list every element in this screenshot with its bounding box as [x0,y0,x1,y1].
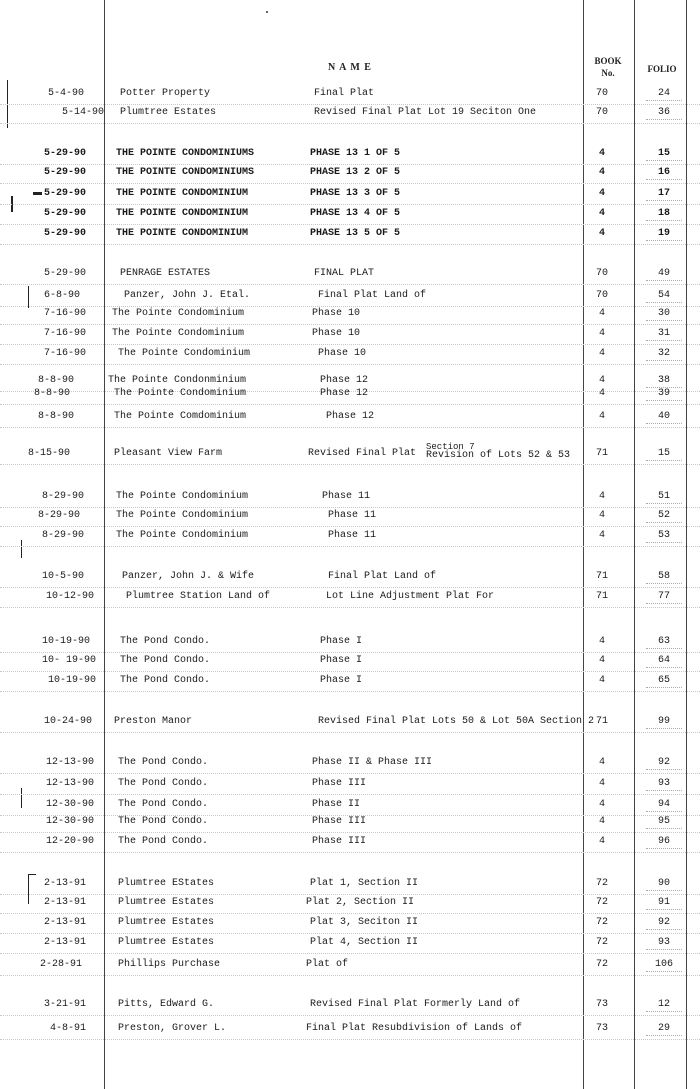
entry-name: THE POINTE CONDOMINIUMS [116,148,255,159]
entry-date: 5-29-90 [43,148,86,159]
entry-book: 70 [595,268,608,279]
entry-description: Plat 2, Section II [306,897,415,908]
entry-date: 5-29-90 [43,208,86,219]
entry-book: 72 [595,878,608,889]
entry-book: 4 [598,167,605,178]
entry-name: THE POINTE CONDOMINIUM [116,208,249,219]
ledger-row [0,186,700,205]
entry-date: 5-29-90 [43,167,86,178]
entry-name: The Pond Condo. [120,675,211,686]
entry-folio: 63 [646,636,682,649]
entry-book: 71 [595,571,608,582]
entry-date: 8-29-90 [41,530,84,541]
entry-book: 71 [595,591,608,602]
entry-description: Plat 4, Section II [310,937,419,948]
entry-book: 73 [595,999,608,1010]
ledger-row [0,834,700,853]
entry-book: 4 [598,188,605,199]
entry-date: 10- 19-90 [41,655,96,666]
entry-date: 10-19-90 [41,636,90,647]
entry-description: Plat 3, Seciton II [310,917,419,928]
ledger-row [0,673,700,692]
entry-date: 2-13-91 [43,897,86,908]
entry-book: 4 [598,228,605,239]
ledger-row [0,876,700,895]
ledger-row [0,266,700,285]
entry-book: 70 [595,88,608,99]
entry-folio: 49 [646,268,682,281]
entry-date: 8-29-90 [41,491,84,502]
entry-description: Revised Final Plat Lots 50 & Lot 50A Section 2 [318,716,595,727]
entry-date: 5-29-90 [43,228,86,239]
entry-name: Phillips Purchase [118,959,221,970]
ledger-row [0,508,700,527]
entry-date: 10-24-90 [43,716,92,727]
entry-book: 4 [598,816,605,827]
entry-name: The Pond Condo. [120,655,211,666]
entry-description: PHASE 13 2 OF 5 [310,167,401,178]
entry-name: Plumtree Estates [118,897,215,908]
ledger-row [0,935,700,954]
entry-date: 7-16-90 [43,308,86,319]
ledger-row [0,346,700,365]
entry-folio: 93 [646,937,682,950]
entry-date: 8-8-90 [33,388,70,399]
entry-folio: 90 [646,878,682,891]
entry-description-bottom: Revision of Lots 52 & 53 [426,450,571,461]
ledger-row [0,409,700,428]
entry-date: 5-29-90 [43,268,86,279]
entry-name: The Pointe Condominium [116,510,249,521]
entry-description: Final Plat [314,88,375,99]
ledger-row [0,226,700,245]
entry-folio: 53 [646,530,682,543]
entry-date: 4-8-91 [49,1023,86,1034]
entry-description: Plat 1, Section II [310,878,419,889]
entry-folio: 106 [646,959,682,972]
ledger-row [0,814,700,833]
entry-folio: 18 [646,208,682,221]
entry-date: 2-13-91 [43,937,86,948]
entry-folio: 38 [646,375,682,388]
ledger-row [0,306,700,325]
entry-date: 7-16-90 [43,328,86,339]
entry-folio: 39 [646,388,682,401]
entry-description: PHASE 13 5 OF 5 [310,228,401,239]
entry-folio: 24 [646,88,682,101]
ledger-row [0,634,700,653]
ledger-row [0,997,700,1016]
entry-name: Plumtree Estates [120,107,217,118]
entry-description: Phase 12 [320,388,369,399]
entry-name: The Pointe Condominium [116,491,249,502]
entry-folio: 51 [646,491,682,504]
entry-name: The Pointe Condominium [114,388,247,399]
entry-folio: 94 [646,799,682,812]
entry-date: 8-15-90 [27,448,70,459]
ledger-row [0,386,700,405]
entry-folio: 36 [646,107,682,120]
entry-name: Plumtree Estates [118,917,215,928]
ledger-row [0,776,700,795]
entry-description: PHASE 13 1 OF 5 [310,148,401,159]
entry-book: 70 [595,107,608,118]
entry-name: The Pond Condo. [118,778,209,789]
entry-date: 12-30-90 [45,816,94,827]
entry-date: 10-19-90 [47,675,96,686]
entry-book: 4 [598,148,605,159]
entry-folio: 96 [646,836,682,849]
entry-description: Final Plat Resubdivision of Lands of [306,1023,523,1034]
entry-book: 71 [595,716,608,727]
entry-date: 3-21-91 [43,999,86,1010]
entry-folio: 32 [646,348,682,361]
entry-date: 2-28-91 [39,959,82,970]
entry-folio: 30 [646,308,682,321]
entry-folio: 17 [646,188,682,201]
entry-name: The Pond Condo. [118,799,209,810]
ledger-row [0,326,700,345]
entry-name: Plumtree Estates [118,937,215,948]
ledger-row [0,86,700,105]
entry-description: Phase III [312,778,367,789]
entry-description-top: Section 7 [426,442,475,452]
ledger-row [0,714,700,733]
entry-name: Preston, Grover L. [118,1023,227,1034]
entry-date: 2-13-91 [43,917,86,928]
entry-name: THE POINTE CONDOMINIUM [116,188,249,199]
ledger-row [0,528,700,547]
entry-book: 4 [598,655,605,666]
entry-description: Revised Final Plat Lot 19 Seciton One [314,107,537,118]
ledger-row [0,442,700,465]
entry-book: 72 [595,937,608,948]
entry-book: 72 [595,959,608,970]
entry-name: Panzer, John J. & Wife [122,571,255,582]
entry-folio: 15 [646,148,682,161]
entry-name: The Pond Condo. [118,836,209,847]
entry-name: PENRAGE ESTATES [120,268,211,279]
entry-date: 2-13-91 [43,878,86,889]
entry-description: Lot Line Adjustment Plat For [326,591,495,602]
entry-name: The Pointe Condonminium [108,375,247,386]
entry-description: Phase 12 [320,375,369,386]
book-column-header: BOOK [594,56,622,66]
entry-date: 5-14-90 [61,107,104,118]
entry-date: 8-8-90 [37,411,74,422]
entry-date: 12-30-90 [45,799,94,810]
entry-description: Phase 12 [326,411,375,422]
entry-book: 4 [598,510,605,521]
entry-book: 73 [595,1023,608,1034]
entry-folio: 92 [646,917,682,930]
entry-book: 4 [598,778,605,789]
ledger-row [0,915,700,934]
entry-book: 4 [598,375,605,386]
entry-folio: 91 [646,897,682,910]
entry-folio: 52 [646,510,682,523]
entry-book: 4 [598,208,605,219]
entry-name: The Pond Condo. [118,757,209,768]
entry-date: 5-29-90 [43,188,86,199]
entry-folio: 65 [646,675,682,688]
entry-name: Pleasant View Farm [114,448,223,459]
entry-name: Potter Property [120,88,211,99]
entry-book: 70 [595,290,608,301]
entry-description: PHASE 13 3 OF 5 [310,188,401,199]
entry-description: Phase II & Phase III [312,757,433,768]
entry-description: Final Plat Land of [328,571,437,582]
ledger-row [0,105,700,124]
ledger-row [0,1021,700,1040]
entry-description: Phase III [312,836,367,847]
book-column-subheader: No. [601,68,615,78]
entry-book: 4 [598,491,605,502]
entry-name: Panzer, John J. Etal. [124,290,251,301]
ledger-row [0,146,700,165]
entry-name: The Pond Condo. [120,636,211,647]
entry-book: 4 [598,328,605,339]
ledger-row [0,489,700,508]
ledger-row [0,288,700,307]
entry-folio: 40 [646,411,682,424]
entry-folio: 93 [646,778,682,791]
entry-folio: 54 [646,290,682,303]
entry-date: 12-13-90 [45,757,94,768]
entry-description: Phase 10 [318,348,367,359]
entry-date: 10-12-90 [45,591,94,602]
entry-folio: 29 [646,1023,682,1036]
entry-book: 4 [598,530,605,541]
entry-book: 72 [595,897,608,908]
entry-name: Pitts, Edward G. [118,999,215,1010]
entry-name: The Pointe Condominium [116,530,249,541]
entry-folio: 95 [646,816,682,829]
entry-name: The Pointe Condominium [118,348,251,359]
entry-date: 6-8-90 [43,290,80,301]
entry-description: Phase 11 [322,491,371,502]
entry-book: 4 [598,799,605,810]
entry-name: Plumtree Station Land of [126,591,271,602]
entry-description: PHASE 13 4 OF 5 [310,208,401,219]
entry-name: THE POINTE CONDOMINIUMS [116,167,255,178]
entry-book: 72 [595,917,608,928]
entry-folio: 15 [646,448,682,461]
entry-book: 4 [598,348,605,359]
ledger-row [0,755,700,774]
entry-folio: 58 [646,571,682,584]
entry-name: Preston Manor [114,716,193,727]
entry-book: 4 [598,388,605,399]
ledger-row [0,206,700,225]
folio-column-header: FOLIO [647,64,677,74]
entry-description: Phase 11 [328,510,377,521]
entry-description: Final Plat Land of [318,290,427,301]
ledger-row [0,569,700,588]
entry-description: Phase 11 [328,530,377,541]
entry-name: THE POINTE CONDOMINIUM [116,228,249,239]
entry-description: Plat of [306,959,349,970]
entry-folio: 92 [646,757,682,770]
entry-folio: 99 [646,716,682,729]
entry-name: The Pointe Condominium [112,308,245,319]
entry-date: 12-13-90 [45,778,94,789]
entry-date: 7-16-90 [43,348,86,359]
entry-book: 4 [598,836,605,847]
entry-name: The Pond Condo. [118,816,209,827]
ledger-row [0,895,700,914]
entry-folio: 64 [646,655,682,668]
entry-book: 4 [598,308,605,319]
entry-book: 71 [595,448,608,459]
entry-book: 4 [598,411,605,422]
entry-folio: 12 [646,999,682,1012]
ledger-row [0,165,700,184]
entry-date: 8-8-90 [37,375,74,386]
ledger-row [0,957,700,976]
entry-description: Phase III [312,816,367,827]
entry-folio: 16 [646,167,682,180]
entry-folio: 77 [646,591,682,604]
entry-description: FINAL PLAT [314,268,375,279]
entry-folio: 31 [646,328,682,341]
entry-description: Phase 10 [312,308,361,319]
entry-book: 4 [598,757,605,768]
name-column-header: N A M E [328,62,372,73]
entry-folio: 19 [646,228,682,241]
entry-description: Phase I [320,655,363,666]
entry-date: 5-4-90 [47,88,84,99]
entry-name: The Pointe Condominium [112,328,245,339]
entry-description: Revised Final Plat [308,448,417,459]
entry-name: Plumtree EStates [118,878,215,889]
entry-description: Phase I [320,675,363,686]
entry-description: Phase 10 [312,328,361,339]
entry-date: 10-5-90 [41,571,84,582]
entry-name: The Pointe Comdominium [114,411,247,422]
entry-book: 4 [598,636,605,647]
entry-description: Phase I [320,636,363,647]
entry-date: 12-20-90 [45,836,94,847]
ledger-row [0,589,700,608]
ledger-row [0,653,700,672]
entry-date: 8-29-90 [37,510,80,521]
entry-description: Phase II [312,799,361,810]
entry-book: 4 [598,675,605,686]
entry-description: Revised Final Plat Formerly Land of [310,999,521,1010]
